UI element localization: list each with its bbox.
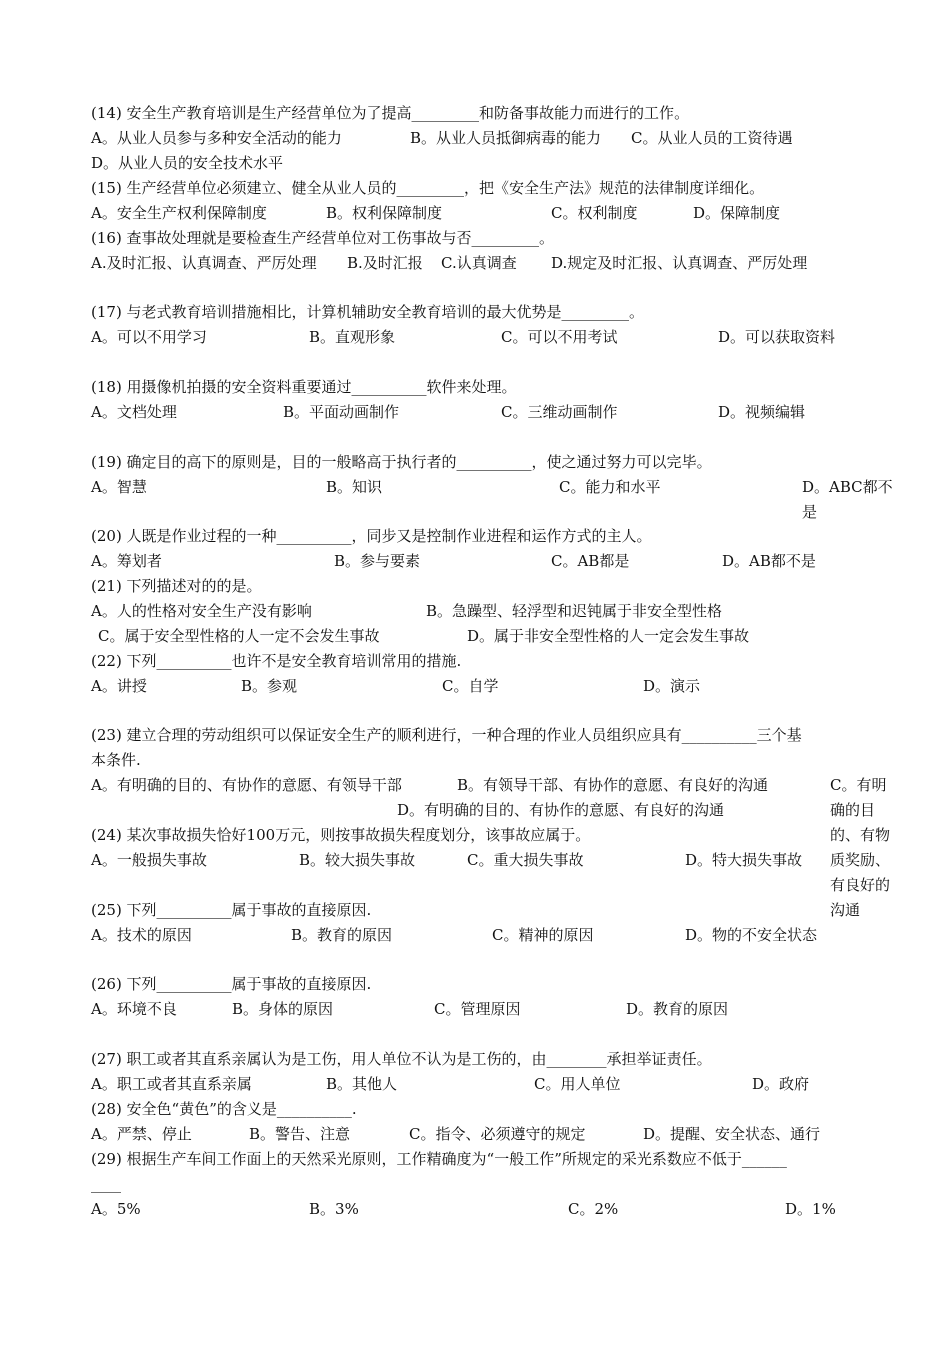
q27-option-b: B。其他人 bbox=[326, 1075, 398, 1093]
q23-option-c-text: C。有明确的目的、有物质奖励、有良好的沟通 bbox=[830, 776, 891, 919]
q16-option-c: C.认真调查 bbox=[441, 254, 517, 272]
q24-option-b: B。较大损失事故 bbox=[299, 851, 416, 869]
question-15-stem: (15) 生产经营单位必须建立、健全从业人员的_________，把《安全生产法》规范的法律制度详细化。 bbox=[91, 179, 765, 197]
q17-option-b: B。直观形象 bbox=[309, 328, 396, 346]
q25-option-d: D。物的不安全状态 bbox=[685, 926, 818, 944]
q20-option-b: B。参与要素 bbox=[334, 552, 421, 570]
q22-option-a: A。讲授 bbox=[91, 677, 147, 695]
question-21-options-row2 bbox=[91, 624, 893, 649]
q17-option-d: D。可以获取资料 bbox=[718, 328, 836, 346]
question-24-options bbox=[91, 848, 893, 873]
q19-option-b: B。知识 bbox=[326, 478, 383, 496]
question-23-stem-line2: 本条件. bbox=[91, 751, 141, 769]
question-17-options bbox=[91, 325, 893, 350]
q15-option-c: C。权利制度 bbox=[551, 204, 638, 222]
question-26-stem: (26) 下列__________属于事故的直接原因. bbox=[91, 975, 372, 993]
q15-option-a: A。安全生产权利保障制度 bbox=[91, 204, 267, 222]
question-28-options bbox=[91, 1122, 893, 1147]
q17-option-c: C。可以不用考试 bbox=[501, 328, 618, 346]
q22-option-c: C。自学 bbox=[442, 677, 499, 695]
question-19-options bbox=[91, 475, 893, 521]
q18-option-c: C。三维动画制作 bbox=[501, 403, 618, 421]
q21-option-d: D。属于非安全型性格的人一定会发生事故 bbox=[467, 627, 750, 645]
q18-option-b: B。平面动画制作 bbox=[283, 403, 400, 421]
question-22-stem: (22) 下列__________也许不是安全教育培训常用的措施. bbox=[91, 652, 462, 670]
question-15-options bbox=[91, 201, 893, 226]
q14-option-d: D。从业人员的安全技术水平 bbox=[91, 154, 284, 172]
question-22-options bbox=[91, 674, 893, 699]
q27-option-d: D。政府 bbox=[752, 1075, 810, 1093]
q20-option-a: A。筹划者 bbox=[91, 552, 162, 570]
question-29-options bbox=[91, 1197, 893, 1222]
q19-option-c: C。能力和水平 bbox=[559, 478, 661, 496]
question-29-stem-line1: (29) 根据生产车间工作面上的天然采光原则，工作精确度为“一般工作”所规定的采光系数应不低于______ bbox=[91, 1150, 787, 1168]
q22-option-b: B。参观 bbox=[241, 677, 298, 695]
q28-option-a: A。严禁、停止 bbox=[91, 1125, 192, 1143]
q27-option-a: A。职工或者其直系亲属 bbox=[91, 1075, 252, 1093]
question-23-options-row1 bbox=[91, 773, 893, 798]
question-28-stem: (28) 安全色“黄色”的含义是__________. bbox=[91, 1100, 357, 1118]
q14-option-a: A。从业人员参与多种安全活动的能力 bbox=[91, 129, 342, 147]
q24-option-c: C。重大损失事故 bbox=[467, 851, 584, 869]
q27-option-c: C。用人单位 bbox=[534, 1075, 621, 1093]
q21-option-c: C。属于安全型性格的人一定不会发生事故 bbox=[98, 627, 380, 645]
q21-option-b: B。急躁型、轻浮型和迟钝属于非安全型性格 bbox=[426, 602, 723, 620]
q26-option-d: D。教育的原因 bbox=[626, 1000, 729, 1018]
question-21-stem: (21) 下列描述对的的是。 bbox=[91, 577, 262, 595]
q23-option-a: A。有明确的目的、有协作的意愿、有领导干部 bbox=[91, 776, 402, 794]
question-23-stem-line1: (23) 建立合理的劳动组织可以保证安全生产的顺利进行，一种合理的作业人员组织应具有__________三个基 bbox=[91, 726, 802, 744]
q29-option-b: B。3% bbox=[309, 1200, 359, 1218]
q21-option-a: A。人的性格对安全生产没有影响 bbox=[91, 602, 312, 620]
question-21-options-row1 bbox=[91, 599, 893, 624]
question-16-options bbox=[91, 251, 893, 276]
question-20-options bbox=[91, 549, 893, 574]
q29-option-c: C。2% bbox=[568, 1200, 619, 1218]
q26-option-a: A。环境不良 bbox=[91, 1000, 177, 1018]
q28-option-c: C。指令、必须遵守的规定 bbox=[409, 1125, 586, 1143]
q24-option-d: D。特大损失事故 bbox=[685, 851, 803, 869]
question-24-stem: (24) 某次事故损失恰好100万元，则按事故损失程度划分，该事故应属于。 bbox=[91, 826, 591, 844]
question-29-stem-line2: ____ bbox=[91, 1175, 121, 1193]
q25-option-a: A。技术的原因 bbox=[91, 926, 192, 944]
q22-option-d: D。演示 bbox=[643, 677, 701, 695]
q17-option-a: A。可以不用学习 bbox=[91, 328, 207, 346]
q23-option-d: D。有明确的目的、有协作的意愿、有良好的沟通 bbox=[397, 801, 725, 819]
question-23-options-row2 bbox=[91, 798, 893, 823]
q24-option-a: A。一般损失事故 bbox=[91, 851, 207, 869]
q23-option-b: B。有领导干部、有协作的意愿、有良好的沟通 bbox=[457, 776, 769, 794]
question-18-stem: (18) 用摄像机拍摄的安全资料重要通过__________软件来处理。 bbox=[91, 378, 517, 396]
q19-option-a: A。智慧 bbox=[91, 478, 147, 496]
q14-option-c: C。从业人员的工资待遇 bbox=[631, 129, 793, 147]
q29-option-a: A。5% bbox=[91, 1200, 141, 1218]
q28-option-b: B。警告、注意 bbox=[249, 1125, 351, 1143]
question-18-options bbox=[91, 400, 893, 425]
q28-option-d: D。提醒、安全状态、通行 bbox=[643, 1125, 821, 1143]
q26-option-b: B。身体的原因 bbox=[232, 1000, 334, 1018]
question-20-stem: (20) 人既是作业过程的一种__________，同步又是控制作业进程和运作方式的主人。 bbox=[91, 527, 652, 545]
q18-option-d: D。视频编辑 bbox=[718, 403, 806, 421]
q18-option-a: A。文档处理 bbox=[91, 403, 177, 421]
question-14-options bbox=[91, 126, 893, 151]
q19-option-d: D。ABC都不是 bbox=[802, 478, 893, 521]
question-26-options bbox=[91, 997, 893, 1022]
q20-option-c: C。AB都是 bbox=[551, 552, 630, 570]
q16-option-d: D.规定及时汇报、认真调查、严厉处理 bbox=[551, 254, 808, 272]
question-27-stem: (27) 职工或者其直系亲属认为是工伤，用人单位不认为是工伤的，由________承担举证责任。 bbox=[91, 1050, 712, 1068]
q15-option-d: D。保障制度 bbox=[693, 204, 781, 222]
question-17-stem: (17) 与老式教育培训措施相比，计算机辅助安全教育培训的最大优势是_________。 bbox=[91, 303, 645, 321]
q16-option-a: A.及时汇报、认真调查、严厉处理 bbox=[91, 254, 317, 272]
question-16-stem: (16) 查事故处理就是要检查生产经营单位对工伤事故与否_________。 bbox=[91, 229, 555, 247]
q26-option-c: C。管理原因 bbox=[434, 1000, 521, 1018]
q14-option-b: B。从业人员抵御病毒的能力 bbox=[410, 129, 602, 147]
q25-option-c: C。精神的原因 bbox=[492, 926, 594, 944]
question-27-options bbox=[91, 1072, 893, 1097]
q20-option-d: D。AB都不是 bbox=[722, 552, 816, 570]
question-19-stem: (19) 确定目的高下的原则是，目的一般略高于执行者的__________，使之通过努力可以完毕。 bbox=[91, 453, 712, 471]
q25-option-b: B。教育的原因 bbox=[291, 926, 393, 944]
q29-option-d: D。1% bbox=[785, 1200, 836, 1218]
question-14-stem: (14) 安全生产教育培训是生产经营单位为了提高_________和防备事故能力而进行的工作。 bbox=[91, 104, 690, 122]
question-25-options bbox=[91, 923, 893, 948]
q16-option-b: B.及时汇报 bbox=[347, 254, 423, 272]
q15-option-b: B。权利保障制度 bbox=[326, 204, 443, 222]
question-25-stem: (25) 下列__________属于事故的直接原因. bbox=[91, 901, 372, 919]
